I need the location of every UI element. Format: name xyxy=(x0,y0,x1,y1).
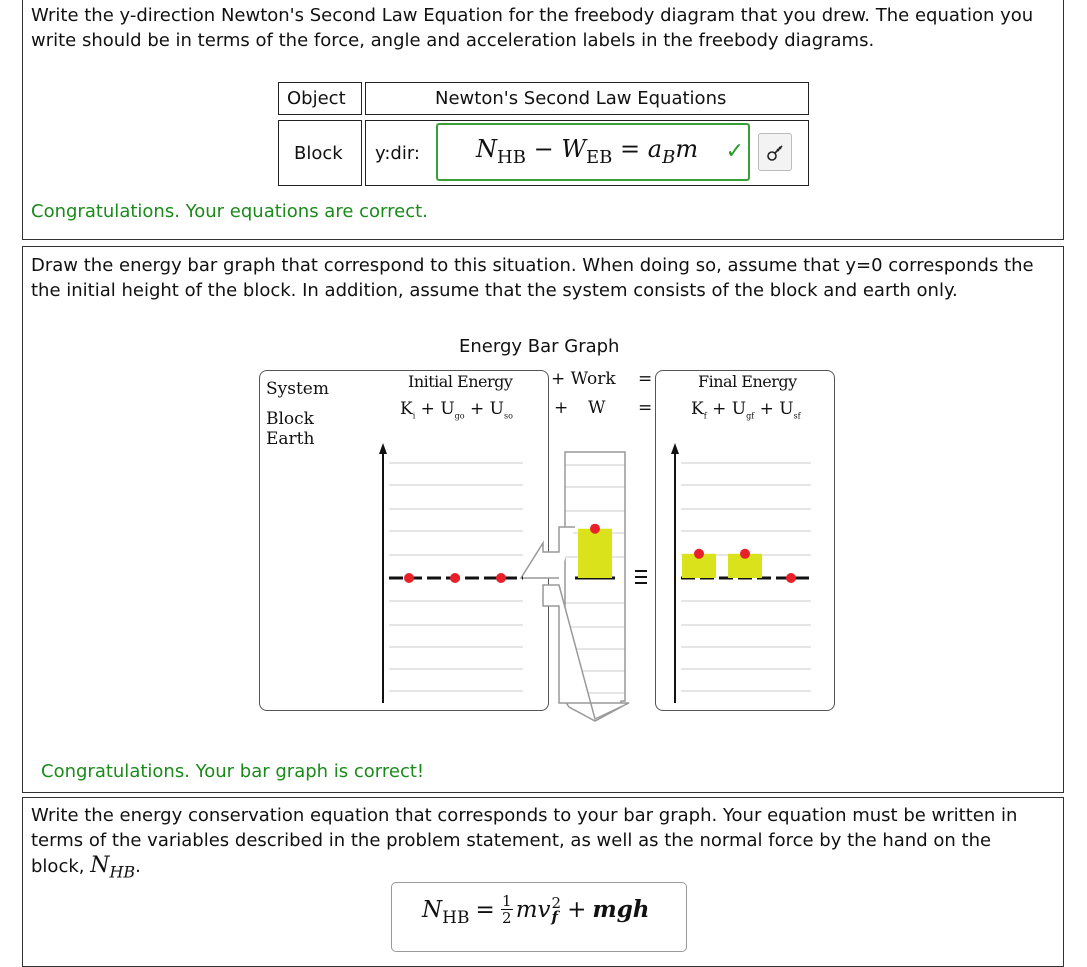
block-cell xyxy=(278,120,362,186)
ans-fraction xyxy=(501,893,513,926)
system-item-earth: Earth xyxy=(266,429,315,449)
ans-sup: 2 xyxy=(551,893,562,912)
eq-a-sub: B xyxy=(662,146,676,168)
row-direction-label: y:dir: xyxy=(375,143,420,164)
equations-header: Newton's Second Law Equations xyxy=(435,88,727,109)
equals-title: = xyxy=(638,369,653,389)
energy-bar-prompt: Draw the energy bar graph that correspond to this situation. When doing so, assume that y=0 corresponds the the initial height of the block. In addition, assume that the system consists of the block and earth only. xyxy=(31,255,1034,301)
ans-N: N xyxy=(422,896,443,923)
ans-scripts xyxy=(551,893,562,926)
eq-equals: = xyxy=(620,135,641,163)
eq-m: m xyxy=(675,135,699,163)
eq-N-sub: HB xyxy=(497,146,526,168)
key-icon xyxy=(765,143,785,163)
K-i-handle xyxy=(404,573,414,583)
row-object-label: Block xyxy=(294,143,343,164)
system-item-block: Block xyxy=(266,409,314,429)
work-equals: = xyxy=(638,398,653,418)
ans-plus: + xyxy=(567,896,587,923)
work-plus: + xyxy=(554,398,569,418)
initial-axis-arrow xyxy=(379,443,387,454)
bar-graph-congrats: Congratulations. Your bar graph is correct! xyxy=(41,761,425,782)
plus-2: + xyxy=(470,399,485,419)
work-in-arrow-upper xyxy=(521,527,575,578)
sub-sf: sf xyxy=(793,411,801,421)
ans-m: m xyxy=(515,896,538,923)
term-K-f: K xyxy=(691,399,704,419)
term-U-sf: U xyxy=(779,399,794,419)
ans-equals: = xyxy=(475,896,495,923)
sub-f: f xyxy=(703,411,707,421)
object-header: Object xyxy=(287,88,346,109)
U-sf-handle xyxy=(786,573,796,583)
energy-bar-section xyxy=(22,246,1064,793)
prompt-variable xyxy=(90,853,136,882)
plus-f2: + xyxy=(759,399,774,419)
ans-sub: f xyxy=(551,907,558,926)
plus-1: + xyxy=(420,399,435,419)
work-W: W xyxy=(588,398,606,418)
final-energy-title: Final Energy xyxy=(698,372,797,391)
term-U-so: U xyxy=(489,399,504,419)
K-f-handle xyxy=(694,549,704,559)
equation-congrats: Congratulations. Your equations are correct. xyxy=(31,201,428,222)
check-icon: ✓ xyxy=(725,139,744,164)
ans-mgh: mgh xyxy=(592,896,650,923)
key-button[interactable] xyxy=(758,133,792,171)
term-U-go: U xyxy=(440,399,455,419)
eq-W: W xyxy=(561,135,586,163)
W-bar xyxy=(578,529,612,578)
work-title: + Work xyxy=(551,369,616,389)
newton-law-section xyxy=(22,0,1064,240)
term-K-i: K xyxy=(400,399,413,419)
equations-header-cell xyxy=(365,82,809,115)
energy-equation-answer[interactable] xyxy=(391,882,687,952)
U-so-handle xyxy=(496,573,506,583)
ans-v: v xyxy=(537,896,551,923)
final-axis-arrow xyxy=(671,443,679,454)
prompt-var-N: N xyxy=(90,853,110,878)
system-label: System xyxy=(266,379,329,399)
eq-N: N xyxy=(476,135,497,163)
object-header-cell xyxy=(278,82,362,115)
term-U-gf: U xyxy=(731,399,747,419)
energy-equation-prompt xyxy=(31,803,1049,884)
sub-i: i xyxy=(412,411,416,421)
sub-so: so xyxy=(503,411,513,421)
W-handle xyxy=(590,524,600,534)
prompt-var-sub: HB xyxy=(109,862,136,882)
newton-law-prompt: Write the y-direction Newton's Second Law Equation for the freebody diagram that you drew. The equation you write should be in terms of the force, angle and acceleration labels in the freebody diagrams. xyxy=(31,5,1034,51)
ans-num: 1 xyxy=(501,892,512,910)
sub-gf: gf xyxy=(746,411,755,421)
eq-W-sub: EB xyxy=(586,146,613,168)
sub-go: go xyxy=(454,411,465,421)
energy-equation-section xyxy=(22,797,1064,967)
equation-input[interactable] xyxy=(436,123,750,181)
eq-minus: − xyxy=(533,135,554,163)
U-gf-handle xyxy=(740,549,750,559)
prompt-end: . xyxy=(135,856,141,877)
energy-bar-graph[interactable] xyxy=(23,247,1065,794)
ans-N-sub: HB xyxy=(442,907,470,928)
initial-energy-title: Initial Energy xyxy=(408,372,513,391)
ans-den: 2 xyxy=(501,909,512,927)
equation-display xyxy=(476,135,698,168)
work-out-arrow xyxy=(543,585,629,719)
eq-a: a xyxy=(647,135,663,163)
U-go-handle xyxy=(450,573,460,583)
equation-cell xyxy=(365,120,809,186)
answer-display xyxy=(422,893,650,926)
energy-equation-prompt-text: Write the energy conservation equation that corresponds to your bar graph. Your equation must be written in terms of the variables described in the problem statement, as well as the normal force by the hand on the block, xyxy=(31,805,1018,877)
plus-f1: + xyxy=(712,399,727,419)
energy-graph-title: Energy Bar Graph xyxy=(459,336,620,357)
